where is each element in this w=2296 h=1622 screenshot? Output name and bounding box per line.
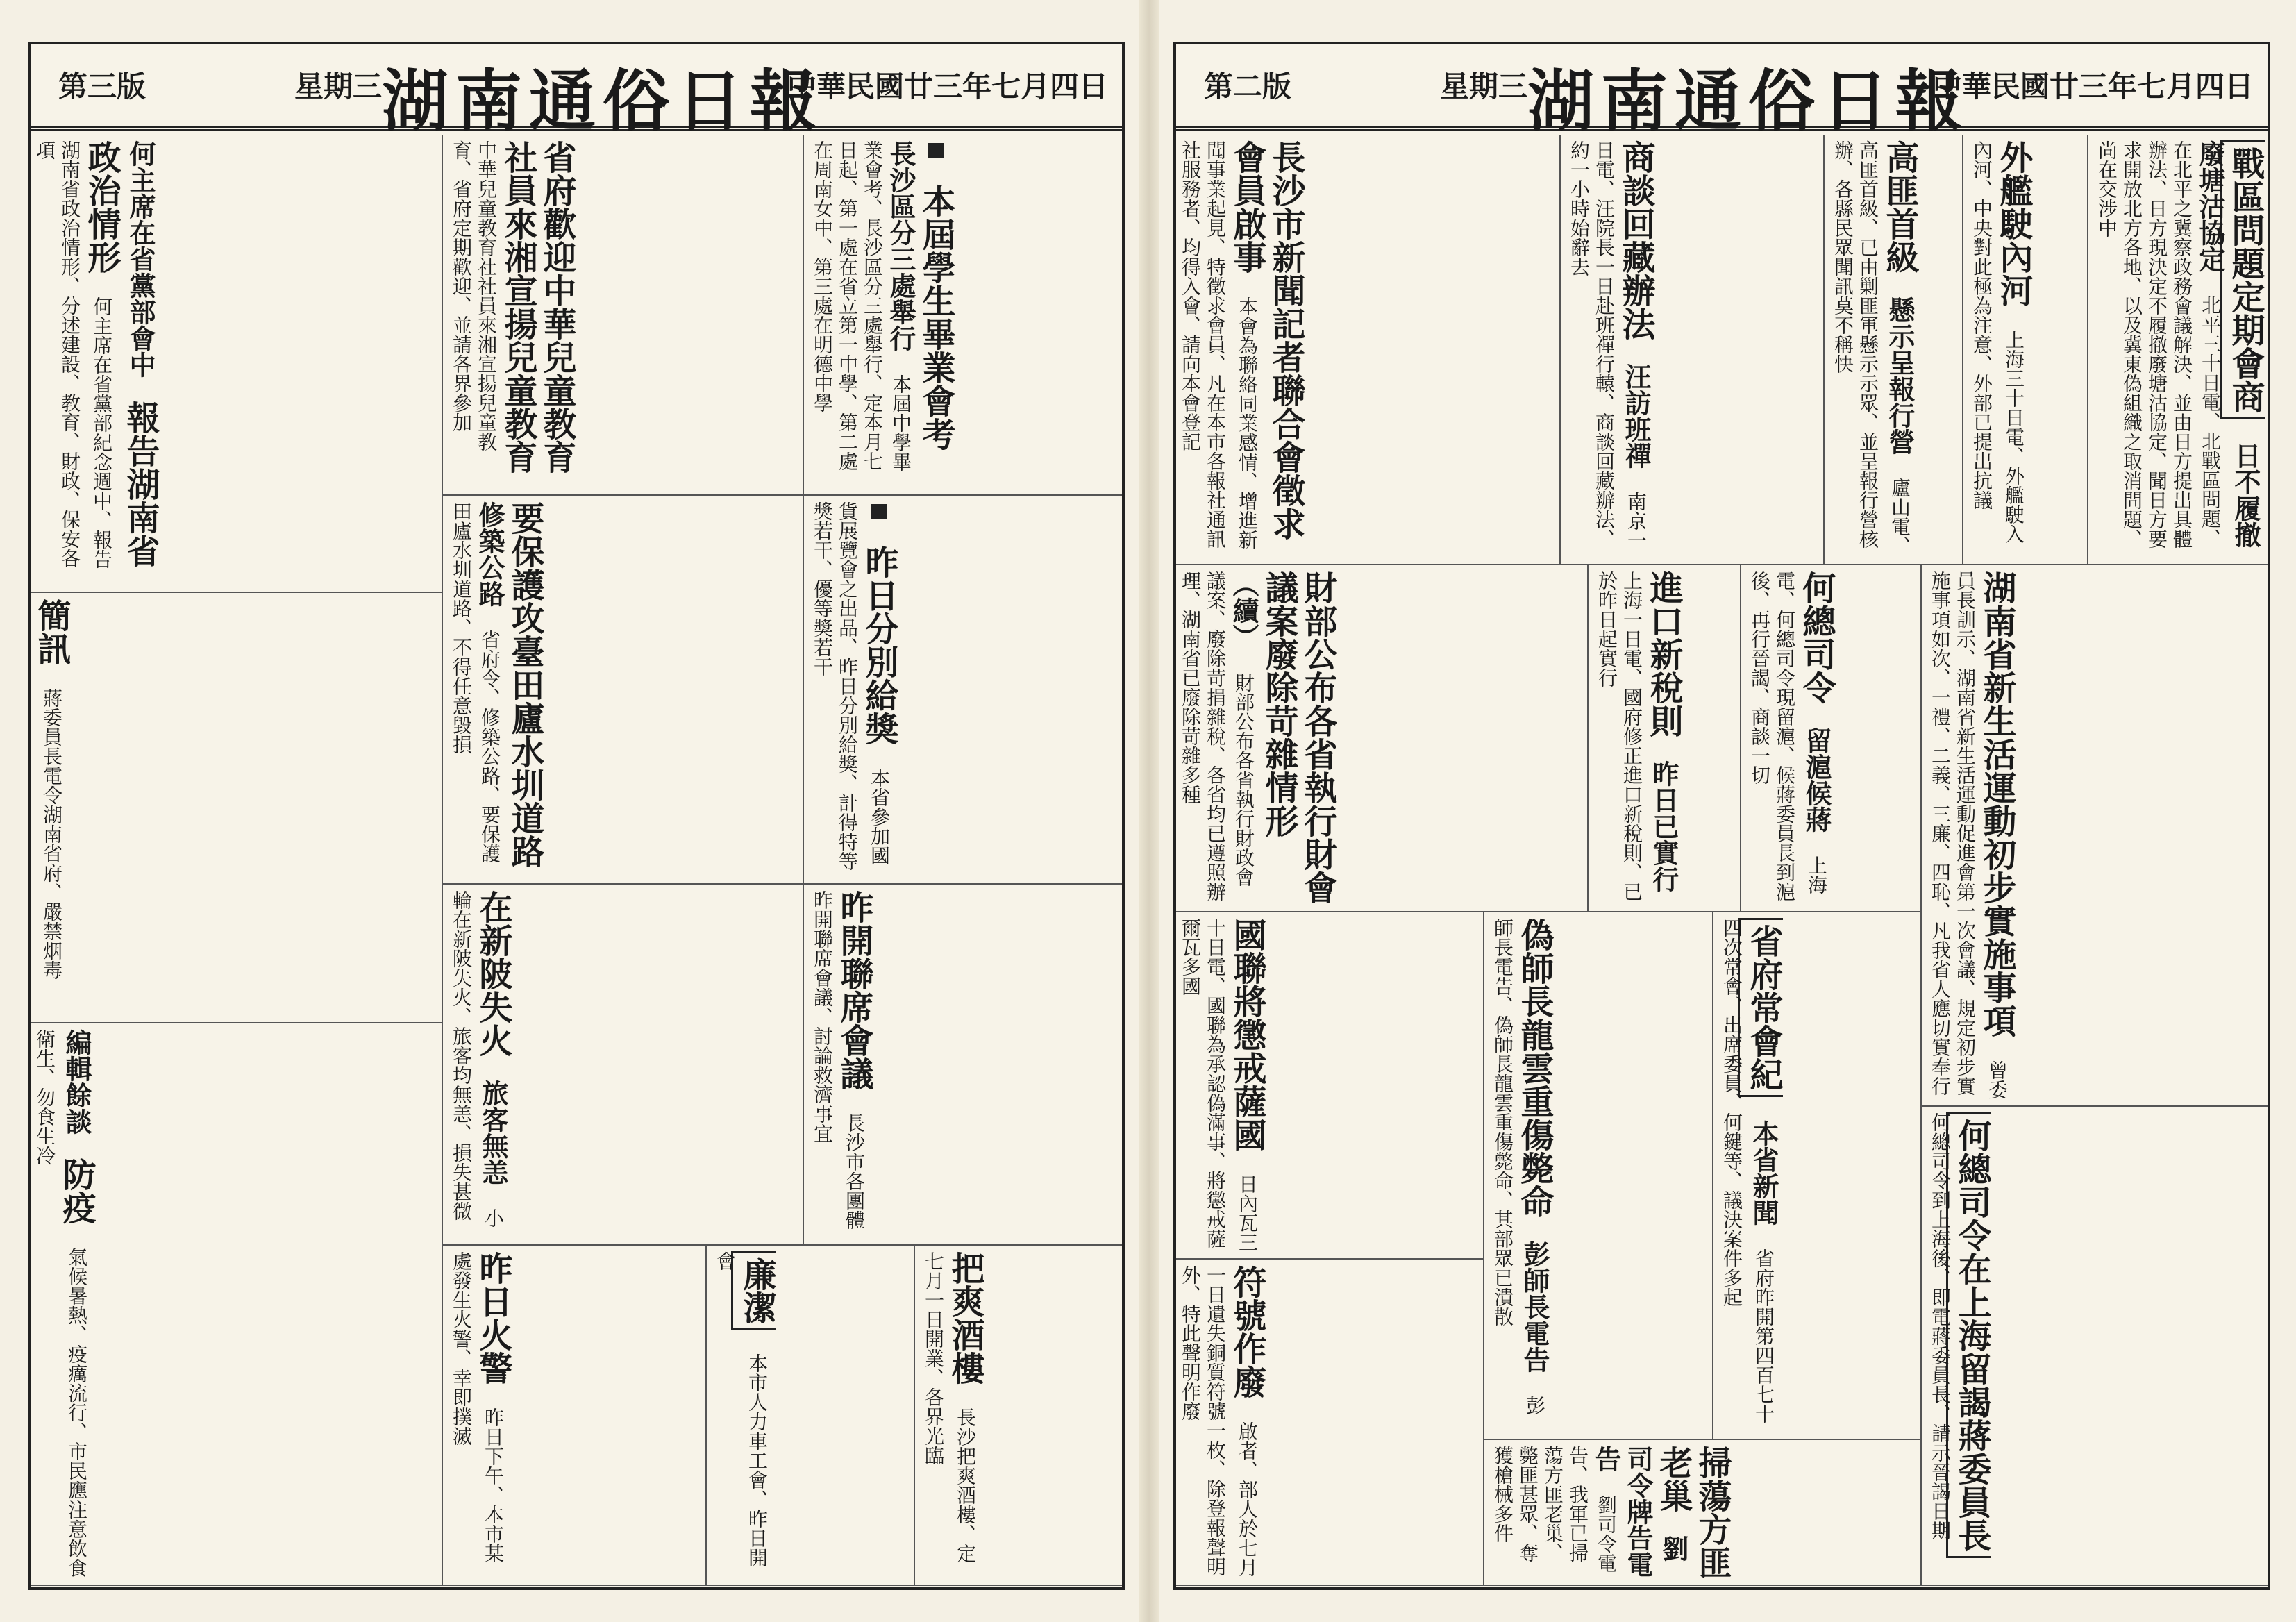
article-body: 曾委員長訓示、湖南省新生活運動促進會第一次會議、規定初步實施事項如次、一禮、二義、三廉、四恥、凡我省人應切實奉行 (1929, 571, 2009, 1099)
article (1173, 1260, 1483, 1586)
article (803, 496, 1122, 885)
masthead (1176, 43, 2268, 140)
article-body: 劉司令電告、我軍已掃蕩方匪老巢、斃匪甚眾、奪獲槍械多件 (1491, 1446, 1618, 1573)
headline: 財部公布各省執行財會議案廢除苛雜情形 (1259, 571, 1337, 904)
newspaper-title: 湖南通俗日報 (382, 62, 823, 140)
article (1559, 135, 1823, 565)
article (1962, 135, 2087, 565)
article (1740, 565, 1920, 912)
article (28, 593, 442, 1023)
subheadline: （續） (1228, 571, 1259, 650)
article-body: 日內瓦三十日電、國聯為承認偽滿事、將懲戒薩爾瓦多國 (1179, 918, 1259, 1252)
headline: 廉潔 (731, 1251, 776, 1330)
headline: 掃蕩方匪老巢 (1654, 1446, 1732, 1579)
subheadline: 懸示呈報行營 (1884, 296, 1916, 455)
page-third-edition (28, 42, 1125, 1590)
headline: 何總司令在上海留謁蔣委員長 (1946, 1112, 1991, 1558)
article (2087, 135, 2268, 565)
headline: 何總司令 (1797, 571, 1836, 704)
headline: 省府常會紀 (1738, 918, 1783, 1097)
article (442, 135, 803, 496)
center-fold (1139, 0, 1159, 1622)
headline: 戰區問題定期會商 (2220, 140, 2265, 419)
article (1920, 565, 2268, 1107)
subheadline: 留滬候蔣 (1801, 727, 1832, 833)
weekday: 星期三 (294, 69, 383, 103)
article-body: 小輪在新陂失火、旅客均無恙、損失甚微 (450, 890, 505, 1228)
headline: 外艦駛內河 (1994, 140, 2033, 307)
subheadline: 何主席在省黨部會中 (125, 140, 156, 378)
article-body: 彭師長電告、偽師長龍雲重傷斃命、其部眾已潰散 (1491, 918, 1546, 1415)
article-body: 氣候暑熱、疫癘流行、市民應注意飲食衛生、勿食生冷 (33, 1029, 88, 1578)
article-body: 啟者、部人於七月一日遺失銅質符號一枚、除登報聲明外、特此聲明作廢 (1179, 1265, 1259, 1577)
headline: 長沙市新聞記者聯合會徵求會員啟事 (1227, 140, 1305, 540)
headline: 簡訊 (32, 599, 71, 665)
article (1920, 1107, 2268, 1586)
subheadline: 編輯餘談 (61, 1029, 92, 1135)
subheadline: 旅客無恙 (478, 1080, 509, 1185)
subheadline: 劉司令牌告電告 (1591, 1446, 1689, 1578)
issue-date: 中華民國廿三年七月四日 (1932, 69, 2254, 103)
article (1173, 912, 1483, 1260)
subheadline: 本省新聞 (1748, 1120, 1779, 1226)
headline: 在新陂失火 (474, 890, 512, 1057)
article-body: 昨日下午、本市某處發生火警、幸即撲滅 (450, 1251, 505, 1563)
article (705, 1246, 914, 1586)
article-columns (31, 135, 1122, 1587)
article (442, 885, 803, 1246)
article-body: 省府昨開第四百七十四次常會、出席委員、何鍵等、議決案件多起 (1720, 918, 1775, 1423)
article-body: 長沙市各團體昨開聯席會議、討論救濟事宜 (811, 890, 866, 1230)
headline: 國聯將懲戒薩國 (1227, 918, 1266, 1151)
article-body: 省府令、修築公路、要保護田廬水圳道路、不得任意毀損 (450, 501, 501, 863)
article-body: 上海電、何總司令現留滬、候蔣委員長到滬後、再行晉謁、商談一切 (1748, 571, 1828, 901)
article-body: 本屆中學畢業會考、長沙區分三處舉行、定本月七日起、第一處在省立第一中學、第二處在周南女中、第三處在明德中學 (811, 140, 912, 471)
headline: 偽師長龍雲重傷斃命 (1515, 918, 1554, 1218)
headline: 本屆學生畢業會考 (916, 184, 955, 451)
article-body: 何總司令到上海後、即電蔣委員長、請示晉謁日期 (1929, 1112, 1952, 1540)
headline: 要保護攻臺田廬水圳道路 (505, 501, 544, 868)
article (1173, 135, 1559, 565)
headline: 昨開聯席會議 (835, 890, 873, 1090)
masthead (31, 43, 1122, 140)
headline: 報告湖南省政治情形 (82, 140, 160, 567)
headline: 防疫 (57, 1157, 96, 1224)
headline: 符號作廢 (1227, 1265, 1266, 1398)
article (1483, 1440, 1920, 1586)
subheadline: 修築公路 (474, 501, 505, 607)
article-body: 南京一日電、汪院長一日赴班禪行轅、商談回藏辦法、約一小時始辭去 (1568, 140, 1648, 550)
article (28, 135, 442, 593)
subheadline: 昨日已實行 (1648, 760, 1679, 892)
subheadline: 彭師長電告 (1519, 1241, 1550, 1373)
issue-date: 中華民國廿三年七月四日 (787, 69, 1108, 103)
article-columns (1176, 135, 2268, 1587)
article-body: 本市人力車工會、昨日開會 (714, 1251, 769, 1567)
headline: 高匪首級 (1880, 140, 1919, 274)
edition-label: 第二版 (1204, 69, 1292, 103)
headline: 昨日分別給獎 (860, 545, 898, 745)
article (803, 135, 1122, 496)
article-body: 財部公布各省執行財政會議案、廢除苛捐雜稅、各省均已遵照辦理、湖南省已廢除苛雜多種 (1179, 571, 1255, 901)
article (1712, 912, 1920, 1440)
headline: 省府歡迎中華兒童教育社員來湘宣揚兒童教育 (498, 140, 576, 474)
article (803, 885, 1122, 1246)
article-body: 中華兒童教育社社員來湘宣揚兒童教育、省府定期歡迎、並請各界參加 (450, 140, 498, 451)
article-body: 上海三十日電、外艦駛入內河、中央對此極為注意、外部已提出抗議 (1970, 140, 2025, 544)
headline: 湖南省新生活運動初步實施事項 (1977, 571, 2016, 1037)
article (442, 496, 803, 885)
headline: 把爽酒樓 (946, 1251, 984, 1385)
article (914, 1246, 1122, 1586)
page-second-edition (1173, 42, 2270, 1590)
bullet-square-icon (871, 504, 887, 519)
headline: 商談回藏辦法 (1616, 140, 1655, 340)
article (1587, 565, 1740, 912)
bullet-square-icon (928, 143, 944, 158)
headline: 進口新稅則 (1644, 571, 1683, 737)
article-body: 廬山電、高匪首級、已由剿匪軍懸示示眾、並呈報行營核辦、各縣民眾聞訊莫不稱快 (1832, 140, 1911, 555)
article-body: 蔣委員長電令湖南省府、嚴禁烟毒 (40, 688, 63, 980)
newspaper-title: 湖南通俗日報 (1527, 62, 1969, 140)
article-body: 何主席在省黨部紀念週中、報告湖南省政治情形、分述建設、教育、財政、保安各項 (33, 140, 113, 569)
article-body: 本省參加國貨展覽會之出品、昨日分別給獎、計得特等獎若干、優等獎若干 (811, 501, 891, 871)
article (1173, 565, 1587, 912)
article-body: 北平三十日電、北戰區問題、在北平之冀察政務會議解決、並由日方提出具體辦法、日方現決定不履撤廢塘沽協定、聞日方要求開放北方各地、以及冀東偽組織之取消問題、尚在交涉中 (2095, 140, 2222, 549)
subheadline: 汪訪班禪 (1620, 363, 1652, 469)
weekday: 星期三 (1440, 69, 1528, 103)
article (442, 1246, 705, 1586)
article (28, 1023, 442, 1586)
article (1483, 912, 1712, 1440)
article-body: 長沙把爽酒樓、定七月一日開業、各界光臨 (922, 1251, 977, 1563)
headline: 昨日火警 (474, 1251, 512, 1385)
article-body: 上海一日電、國府修正進口新稅則、已於昨日起實行 (1595, 571, 1643, 901)
subheadline: 長沙區分三處舉行 (885, 140, 916, 351)
subheadline: 日不履撤廢塘沽協定 (2195, 140, 2261, 548)
article-body: 本會為聯絡同業感情、增進新聞事業起見、特徵求會員、凡在本市各報社通訊社服務者、均得入會、請向本會登記 (1179, 140, 1259, 549)
edition-label: 第三版 (58, 69, 146, 103)
article (1823, 135, 1962, 565)
